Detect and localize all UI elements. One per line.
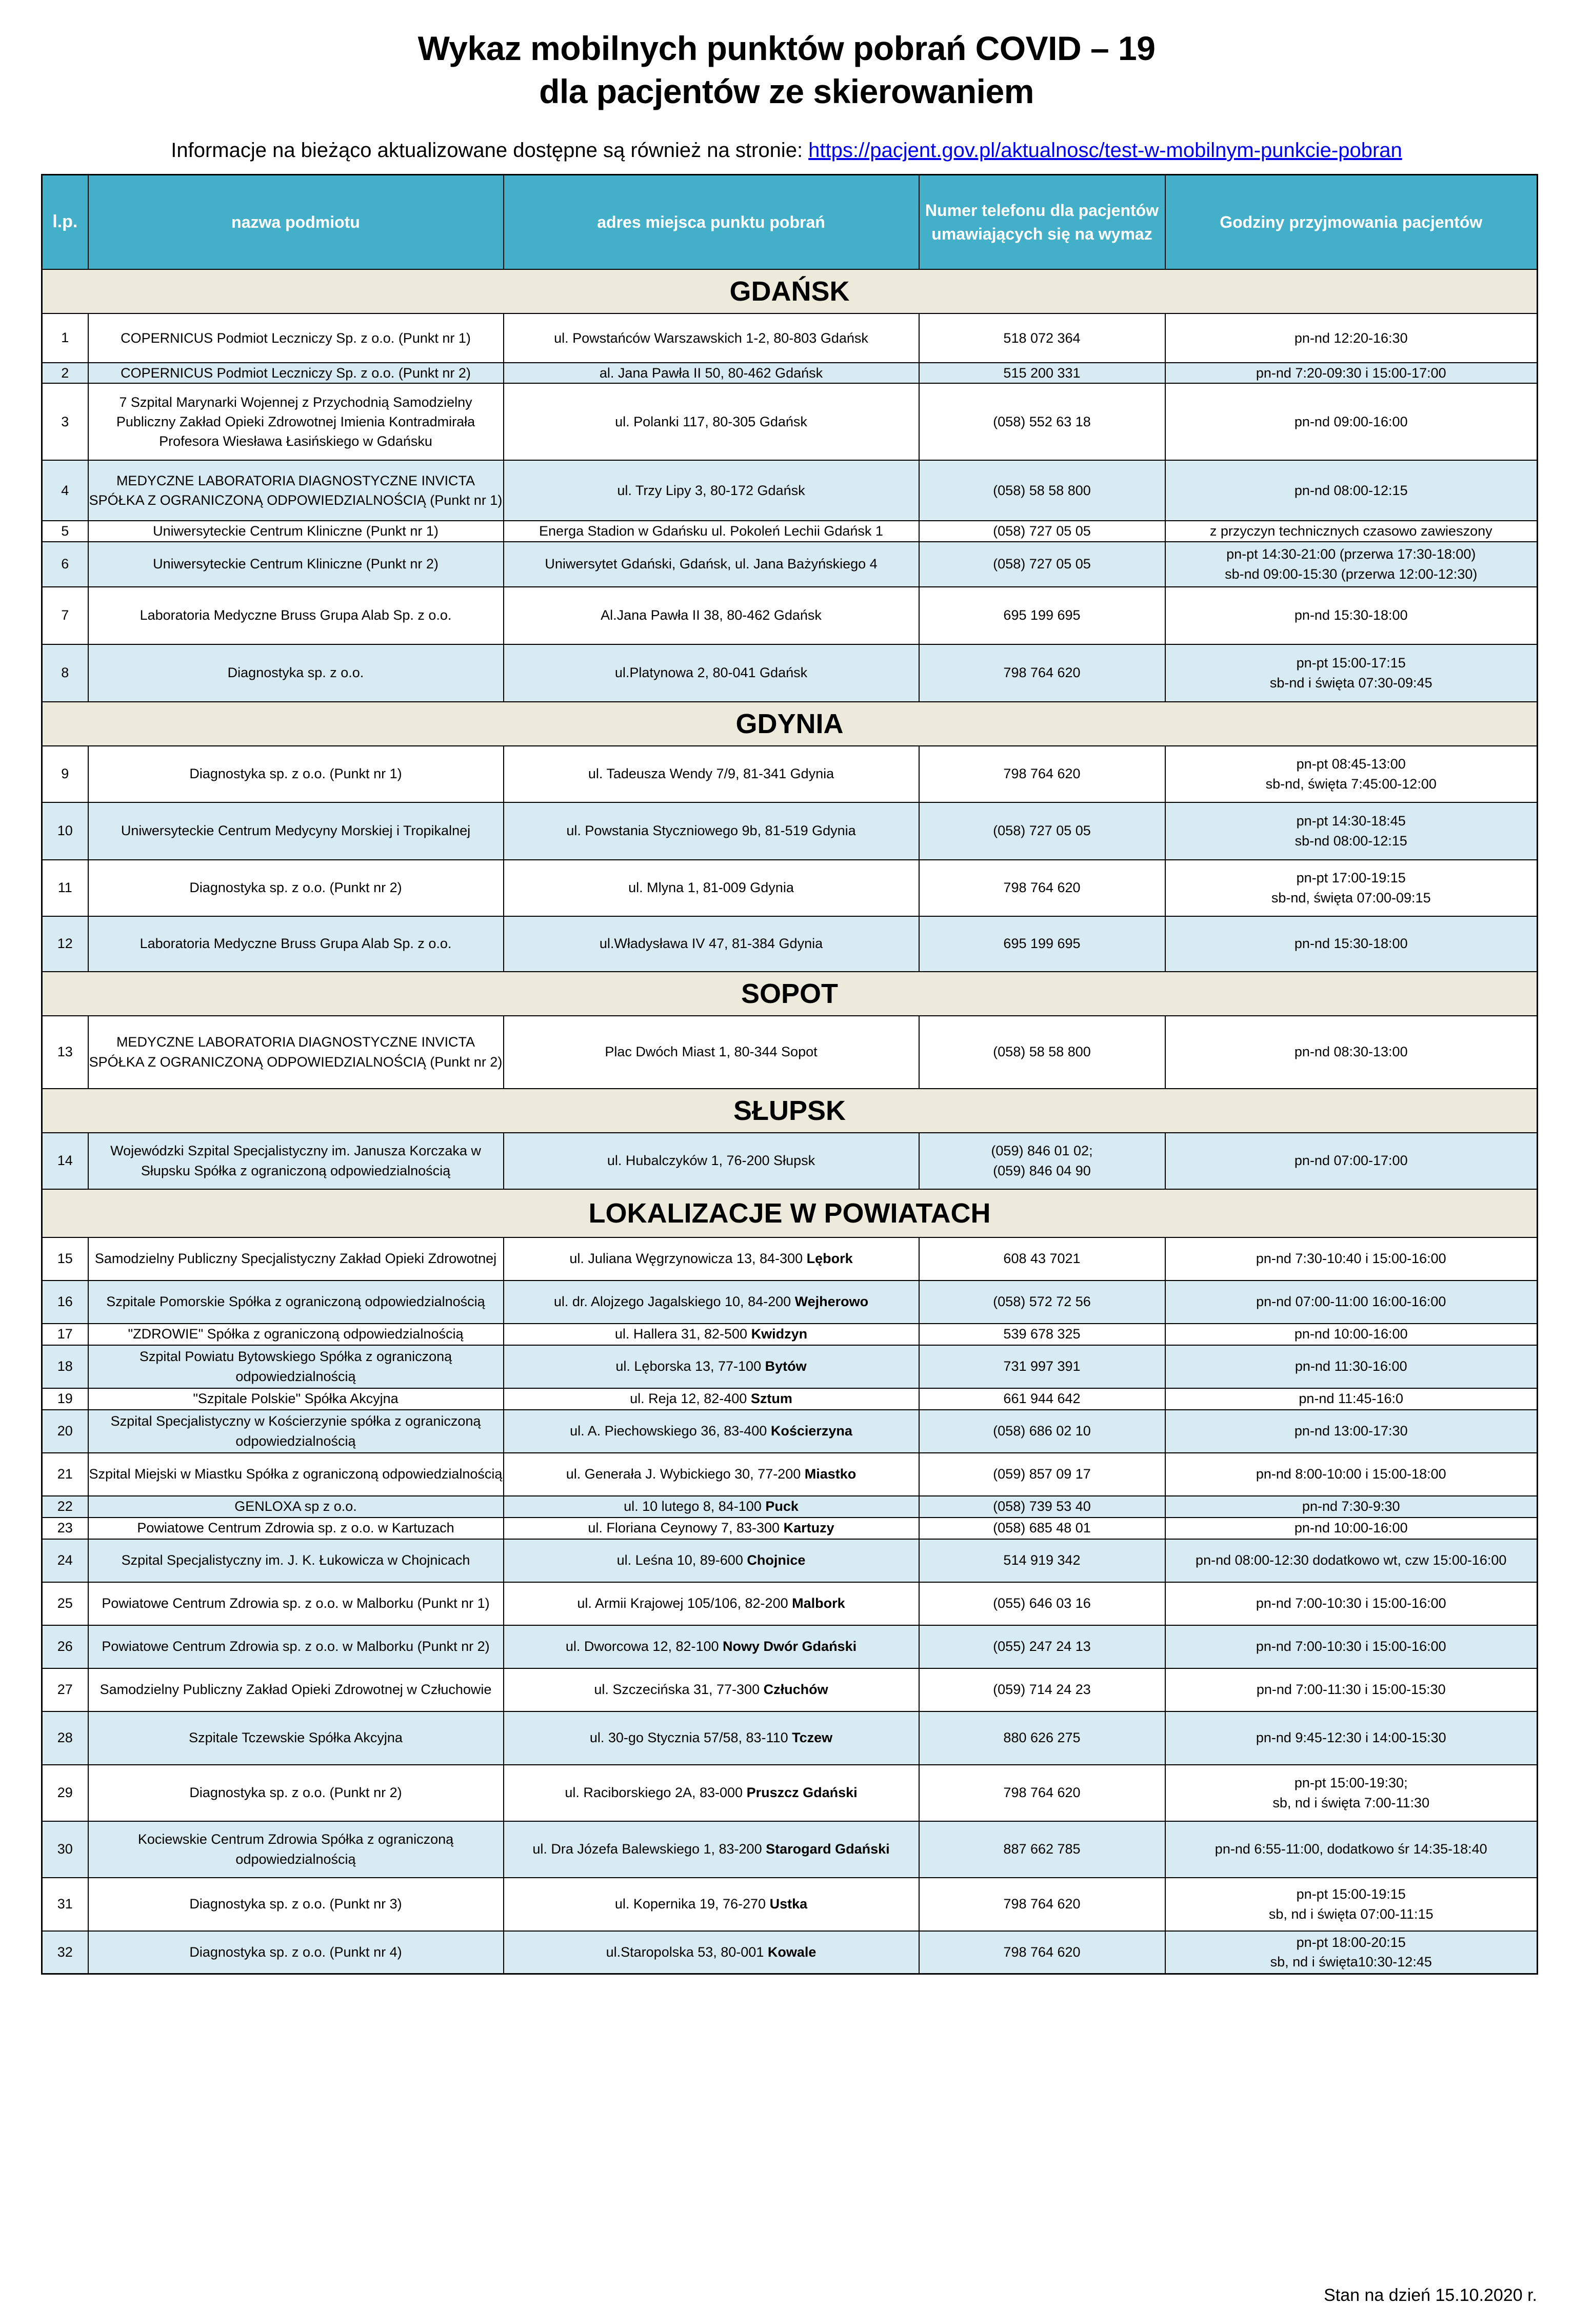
city-name: Kościerzyna — [770, 1423, 852, 1439]
table-row — [42, 460, 1538, 521]
entity-name: MEDYCZNE LABORATORIA DIAGNOSTYCZNE INVICTA SPÓŁKA Z OGRANICZONĄ ODPOWIEDZIALNOŚCIĄ (Punkt nr 2) — [88, 1016, 504, 1089]
opening-hours: pn-pt 15:00-19:15 sb, nd i święta 07:00-11:15 — [1165, 1878, 1538, 1931]
opening-hours: pn-nd 07:00-11:00 16:00-16:00 — [1165, 1281, 1538, 1324]
table-row — [42, 383, 1538, 460]
contact-phone: 695 199 695 — [919, 916, 1165, 972]
contact-phone: (055) 646 03 16 — [919, 1582, 1165, 1625]
city-name: Sztum — [750, 1391, 792, 1407]
contact-phone: 539 678 325 — [919, 1324, 1165, 1345]
contact-phone: (058) 727 05 05 — [919, 802, 1165, 860]
entity-name: Szpitale Tczewskie Spółka Akcyjna — [88, 1711, 504, 1765]
contact-phone: 798 764 620 — [919, 860, 1165, 916]
contact-phone: (058) 739 53 40 — [919, 1496, 1165, 1518]
section-title: GDAŃSK — [42, 269, 1538, 313]
opening-hours: pn-nd 10:00-16:00 — [1165, 1324, 1538, 1345]
entity-name: Laboratoria Medyczne Bruss Grupa Alab Sp. z o.o. — [88, 587, 504, 644]
opening-hours: pn-nd 6:55-11:00, dodatkowo śr 14:35-18:40 — [1165, 1821, 1538, 1878]
collection-point-address: ul. Leśna 10, 89-600 Chojnice — [504, 1539, 919, 1582]
entity-name: Diagnostyka sp. z o.o. (Punkt nr 1) — [88, 746, 504, 802]
city-name: Pruszcz Gdański — [746, 1785, 858, 1801]
table-row — [42, 860, 1538, 916]
entity-name: Diagnostyka sp. z o.o. (Punkt nr 3) — [88, 1878, 504, 1931]
opening-hours: pn-nd 08:30-13:00 — [1165, 1016, 1538, 1089]
table-row — [42, 363, 1538, 383]
city-name: Lębork — [806, 1251, 853, 1267]
table-row — [42, 1518, 1538, 1539]
collection-point-address: ul. Juliana Węgrzynowicza 13, 84-300 Lębork — [504, 1237, 919, 1281]
collection-point-address: ul. Szczecińska 31, 77-300 Człuchów — [504, 1668, 919, 1711]
table-row — [42, 1668, 1538, 1711]
collection-point-address: ul. Armii Krajowej 105/106, 82-200 Malbork — [504, 1582, 919, 1625]
entity-name: Szpital Specjalistyczny w Kościerzynie spółka z ograniczoną odpowiedzialnością — [88, 1410, 504, 1453]
row-number: 10 — [42, 802, 88, 860]
locations-table — [41, 174, 1538, 1975]
contact-phone: (058) 552 63 18 — [919, 383, 1165, 460]
row-number: 18 — [42, 1345, 88, 1388]
collection-point-address: ul. Powstania Styczniowego 9b, 81-519 Gdynia — [504, 802, 919, 860]
section-title: SŁUPSK — [42, 1089, 1538, 1133]
table-row — [42, 746, 1538, 802]
contact-phone: 798 764 620 — [919, 1878, 1165, 1931]
section-header-row — [42, 702, 1538, 746]
opening-hours: pn-nd 12:20-16:30 — [1165, 313, 1538, 363]
table-row — [42, 1539, 1538, 1582]
opening-hours: pn-nd 08:00-12:15 — [1165, 460, 1538, 521]
entity-name: Powiatowe Centrum Zdrowia sp. z o.o. w Malborku (Punkt nr 2) — [88, 1625, 504, 1668]
contact-phone: (058) 727 05 05 — [919, 542, 1165, 587]
contact-phone: (055) 247 24 13 — [919, 1625, 1165, 1668]
entity-name: Uniwersyteckie Centrum Kliniczne (Punkt nr 1) — [88, 521, 504, 541]
collection-point-address: ul.Platynowa 2, 80-041 Gdańsk — [504, 644, 919, 702]
row-number: 27 — [42, 1668, 88, 1711]
contact-phone: (059) 846 01 02; (059) 846 04 90 — [919, 1133, 1165, 1189]
row-number: 17 — [42, 1324, 88, 1345]
collection-point-address: Plac Dwóch Miast 1, 80-344 Sopot — [504, 1016, 919, 1089]
contact-phone: 798 764 620 — [919, 1765, 1165, 1821]
section-title: GDYNIA — [42, 702, 1538, 746]
section-header-row — [42, 1189, 1538, 1237]
entity-name: Szpitale Pomorskie Spółka z ograniczoną odpowiedzialnością — [88, 1281, 504, 1324]
table-row — [42, 1388, 1538, 1410]
row-number: 20 — [42, 1410, 88, 1453]
row-number: 12 — [42, 916, 88, 972]
row-number: 11 — [42, 860, 88, 916]
table-row — [42, 1133, 1538, 1189]
collection-point-address: Energa Stadion w Gdańsku ul. Pokoleń Lechii Gdańsk 1 — [504, 521, 919, 541]
entity-name: Diagnostyka sp. z o.o. (Punkt nr 2) — [88, 1765, 504, 1821]
contact-phone: 731 997 391 — [919, 1345, 1165, 1388]
entity-name: COPERNICUS Podmiot Leczniczy Sp. z o.o. (Punkt nr 1) — [88, 313, 504, 363]
row-number: 31 — [42, 1878, 88, 1931]
entity-name: "ZDROWIE" Spółka z ograniczoną odpowiedzialnością — [88, 1324, 504, 1345]
city-name: Chojnice — [747, 1552, 806, 1568]
city-name: Puck — [765, 1499, 799, 1514]
opening-hours: pn-nd 7:30-9:30 — [1165, 1496, 1538, 1518]
table-row — [42, 802, 1538, 860]
table-row — [42, 644, 1538, 702]
row-number: 25 — [42, 1582, 88, 1625]
entity-name: Samodzielny Publiczny Specjalistyczny Zakład Opieki Zdrowotnej — [88, 1237, 504, 1281]
table-row — [42, 1878, 1538, 1931]
opening-hours: pn-nd 8:00-10:00 i 15:00-18:00 — [1165, 1453, 1538, 1496]
collection-point-address: ul. Trzy Lipy 3, 80-172 Gdańsk — [504, 460, 919, 521]
row-number: 29 — [42, 1765, 88, 1821]
city-name: Bytów — [765, 1358, 807, 1374]
table-row — [42, 1453, 1538, 1496]
row-number: 19 — [42, 1388, 88, 1410]
pacjent-gov-pl-link[interactable]: https://pacjent.gov.pl/aktualnosc/test-w-mobilnym-punkcie-pobran — [808, 139, 1402, 162]
page-title — [0, 0, 1573, 113]
contact-phone: 798 764 620 — [919, 746, 1165, 802]
collection-point-address: ul. Lęborska 13, 77-100 Bytów — [504, 1345, 919, 1388]
collection-point-address: ul. Kopernika 19, 76-270 Ustka — [504, 1878, 919, 1931]
opening-hours: pn-pt 18:00-20:15 sb, nd i święta10:30-12:45 — [1165, 1931, 1538, 1974]
entity-name: Diagnostyka sp. z o.o. (Punkt nr 4) — [88, 1931, 504, 1974]
collection-point-address: ul. 10 lutego 8, 84-100 Puck — [504, 1496, 919, 1518]
collection-point-address: ul. 30-go Stycznia 57/58, 83-110 Tczew — [504, 1711, 919, 1765]
row-number: 32 — [42, 1931, 88, 1974]
opening-hours: pn-nd 7:00-10:30 i 15:00-16:00 — [1165, 1582, 1538, 1625]
collection-point-address: ul. Hubalczyków 1, 76-200 Słupsk — [504, 1133, 919, 1189]
city-name: Miastko — [804, 1466, 857, 1482]
opening-hours: pn-nd 11:45-16:0 — [1165, 1388, 1538, 1410]
collection-point-address: ul. Powstańców Warszawskich 1-2, 80-803 Gdańsk — [504, 313, 919, 363]
opening-hours: pn-pt 17:00-19:15 sb-nd, święta 07:00-09:15 — [1165, 860, 1538, 916]
opening-hours: pn-nd 15:30-18:00 — [1165, 916, 1538, 972]
collection-point-address: ul. Hallera 31, 82-500 Kwidzyn — [504, 1324, 919, 1345]
table-row — [42, 313, 1538, 363]
row-number: 3 — [42, 383, 88, 460]
row-number: 16 — [42, 1281, 88, 1324]
entity-name: Diagnostyka sp. z o.o. (Punkt nr 2) — [88, 860, 504, 916]
entity-name: MEDYCZNE LABORATORIA DIAGNOSTYCZNE INVICTA SPÓŁKA Z OGRANICZONĄ ODPOWIEDZIALNOŚCIĄ (Punkt nr 1) — [88, 460, 504, 521]
city-name: Kartuzy — [783, 1520, 834, 1536]
entity-name: COPERNICUS Podmiot Leczniczy Sp. z o.o. (Punkt nr 2) — [88, 363, 504, 383]
column-header-lp: l.p. — [42, 174, 88, 269]
entity-name: GENLOXA sp z o.o. — [88, 1496, 504, 1518]
table-row — [42, 1711, 1538, 1765]
opening-hours: pn-nd 13:00-17:30 — [1165, 1410, 1538, 1453]
opening-hours: pn-nd 7:30-10:40 i 15:00-16:00 — [1165, 1237, 1538, 1281]
row-number: 5 — [42, 521, 88, 541]
collection-point-address: ul. Generała J. Wybickiego 30, 77-200 Miastko — [504, 1453, 919, 1496]
contact-phone: 798 764 620 — [919, 644, 1165, 702]
row-number: 1 — [42, 313, 88, 363]
opening-hours: pn-nd 9:45-12:30 i 14:00-15:30 — [1165, 1711, 1538, 1765]
opening-hours: pn-nd 10:00-16:00 — [1165, 1518, 1538, 1539]
contact-phone: (058) 572 72 56 — [919, 1281, 1165, 1324]
table-row — [42, 1625, 1538, 1668]
column-header-hours: Godziny przyjmowania pacjentów — [1165, 174, 1538, 269]
table-row — [42, 1821, 1538, 1878]
entity-name: Uniwersyteckie Centrum Kliniczne (Punkt nr 2) — [88, 542, 504, 587]
city-name: Kowale — [767, 1944, 817, 1960]
opening-hours: pn-pt 15:00-17:15 sb-nd i święta 07:30-09:45 — [1165, 644, 1538, 702]
contact-phone: (059) 857 09 17 — [919, 1453, 1165, 1496]
row-number: 28 — [42, 1711, 88, 1765]
city-name: Starogard Gdański — [766, 1841, 890, 1857]
collection-point-address: ul. A. Piechowskiego 36, 83-400 Kościerzyna — [504, 1410, 919, 1453]
row-number: 14 — [42, 1133, 88, 1189]
row-number: 24 — [42, 1539, 88, 1582]
table-row — [42, 521, 1538, 541]
table-row — [42, 1016, 1538, 1089]
contact-phone: (058) 58 58 800 — [919, 460, 1165, 521]
collection-point-address: ul. Reja 12, 82-400 Sztum — [504, 1388, 919, 1410]
info-line-text: Informacje na bieżąco aktualizowane dostępne są również na stronie: — [171, 139, 809, 162]
opening-hours: pn-pt 14:30-21:00 (przerwa 17:30-18:00) sb-nd 09:00-15:30 (przerwa 12:00-12:30) — [1165, 542, 1538, 587]
entity-name: "Szpitale Polskie" Spółka Akcyjna — [88, 1388, 504, 1410]
city-name: Nowy Dwór Gdański — [723, 1639, 857, 1655]
row-number: 21 — [42, 1453, 88, 1496]
table-header-row — [42, 174, 1538, 269]
collection-point-address: ul. Raciborskiego 2A, 83-000 Pruszcz Gdański — [504, 1765, 919, 1821]
contact-phone: (058) 727 05 05 — [919, 521, 1165, 541]
collection-point-address: Al.Jana Pawła II 38, 80-462 Gdańsk — [504, 587, 919, 644]
opening-hours: pn-nd 7:20-09:30 i 15:00-17:00 — [1165, 363, 1538, 383]
table-row — [42, 1496, 1538, 1518]
column-header-phone: Numer telefonu dla pacjentów umawiających się na wymaz — [919, 174, 1165, 269]
collection-point-address: ul. dr. Alojzego Jagalskiego 10, 84-200 Wejherowo — [504, 1281, 919, 1324]
opening-hours: z przyczyn technicznych czasowo zawieszony — [1165, 521, 1538, 541]
entity-name: Uniwersyteckie Centrum Medycyny Morskiej i Tropikalnej — [88, 802, 504, 860]
city-name: Wejherowo — [794, 1294, 869, 1310]
row-number: 13 — [42, 1016, 88, 1089]
collection-point-address: ul. Dworcowa 12, 82-100 Nowy Dwór Gdański — [504, 1625, 919, 1668]
row-number: 30 — [42, 1821, 88, 1878]
entity-name: Szpital Powiatu Bytowskiego Spółka z ograniczoną odpowiedzialnością — [88, 1345, 504, 1388]
city-name: Ustka — [769, 1896, 808, 1912]
column-header-address: adres miejsca punktu pobrań — [504, 174, 919, 269]
contact-phone: 608 43 7021 — [919, 1237, 1165, 1281]
entity-name: Wojewódzki Szpital Specjalistyczny im. Janusza Korczaka w Słupsku Spółka z ograniczoną odpowiedzialnością — [88, 1133, 504, 1189]
contact-phone: 661 944 642 — [919, 1388, 1165, 1410]
collection-point-address: ul. Tadeusza Wendy 7/9, 81-341 Gdynia — [504, 746, 919, 802]
collection-point-address: ul.Staropolska 53, 80-001 Kowale — [504, 1931, 919, 1974]
collection-point-address: ul.Władysława IV 47, 81-384 Gdynia — [504, 916, 919, 972]
table-body — [42, 269, 1538, 1974]
section-header-row — [42, 972, 1538, 1016]
table-row — [42, 1324, 1538, 1345]
opening-hours: pn-nd 7:00-10:30 i 15:00-16:00 — [1165, 1625, 1538, 1668]
contact-phone: (058) 58 58 800 — [919, 1016, 1165, 1089]
city-name: Tczew — [792, 1730, 833, 1746]
row-number: 23 — [42, 1518, 88, 1539]
table-row — [42, 1281, 1538, 1324]
row-number: 26 — [42, 1625, 88, 1668]
row-number: 6 — [42, 542, 88, 587]
table-row — [42, 587, 1538, 644]
status-date: Stan na dzień 15.10.2020 r. — [1324, 2286, 1537, 2305]
opening-hours: pn-nd 7:00-11:30 i 15:00-15:30 — [1165, 1668, 1538, 1711]
entity-name: Samodzielny Publiczny Zakład Opieki Zdrowotnej w Człuchowie — [88, 1668, 504, 1711]
collection-point-address: ul. Polanki 117, 80-305 Gdańsk — [504, 383, 919, 460]
city-name: Człuchów — [763, 1682, 828, 1698]
opening-hours: pn-nd 08:00-12:30 dodatkowo wt, czw 15:00-16:00 — [1165, 1539, 1538, 1582]
section-header-row — [42, 1089, 1538, 1133]
info-line — [0, 138, 1573, 163]
collection-point-address: ul. Mlyna 1, 81-009 Gdynia — [504, 860, 919, 916]
table-row — [42, 542, 1538, 587]
row-number: 7 — [42, 587, 88, 644]
opening-hours: pn-pt 15:00-19:30; sb, nd i święta 7:00-11:30 — [1165, 1765, 1538, 1821]
title-line-1: Wykaz mobilnych punktów pobrań COVID – 19 — [417, 29, 1156, 67]
table-row — [42, 1237, 1538, 1281]
opening-hours: pn-nd 07:00-17:00 — [1165, 1133, 1538, 1189]
table-row — [42, 1931, 1538, 1974]
row-number: 22 — [42, 1496, 88, 1518]
city-name: Malbork — [792, 1596, 845, 1611]
section-title: LOKALIZACJE W POWIATACH — [42, 1189, 1538, 1237]
collection-point-address: ul. Floriana Ceynowy 7, 83-300 Kartuzy — [504, 1518, 919, 1539]
contact-phone: 880 626 275 — [919, 1711, 1165, 1765]
row-number: 8 — [42, 644, 88, 702]
section-header-row — [42, 269, 1538, 313]
contact-phone: 695 199 695 — [919, 587, 1165, 644]
column-header-name: nazwa podmiotu — [88, 174, 504, 269]
row-number: 4 — [42, 460, 88, 521]
contact-phone: (058) 685 48 01 — [919, 1518, 1165, 1539]
opening-hours: pn-pt 08:45-13:00 sb-nd, święta 7:45:00-12:00 — [1165, 746, 1538, 802]
contact-phone: 518 072 364 — [919, 313, 1165, 363]
collection-point-address: al. Jana Pawła II 50, 80-462 Gdańsk — [504, 363, 919, 383]
collection-point-address: Uniwersytet Gdański, Gdańsk, ul. Jana Bażyńskiego 4 — [504, 542, 919, 587]
entity-name: Powiatowe Centrum Zdrowia sp. z o.o. w Kartuzach — [88, 1518, 504, 1539]
table-row — [42, 916, 1538, 972]
title-line-2: dla pacjentów ze skierowaniem — [539, 72, 1034, 111]
table-row — [42, 1410, 1538, 1453]
collection-point-address: ul. Dra Józefa Balewskiego 1, 83-200 Starogard Gdański — [504, 1821, 919, 1878]
entity-name: Diagnostyka sp. z o.o. — [88, 644, 504, 702]
entity-name: Laboratoria Medyczne Bruss Grupa Alab Sp. z o.o. — [88, 916, 504, 972]
contact-phone: (058) 686 02 10 — [919, 1410, 1165, 1453]
entity-name: Szpital Miejski w Miastku Spółka z ograniczoną odpowiedzialnością — [88, 1453, 504, 1496]
table-row — [42, 1345, 1538, 1388]
city-name: Kwidzyn — [751, 1326, 808, 1342]
entity-name: Szpital Specjalistyczny im. J. K. Łukowicza w Chojnicach — [88, 1539, 504, 1582]
opening-hours: pn-pt 14:30-18:45 sb-nd 08:00-12:15 — [1165, 802, 1538, 860]
contact-phone: (059) 714 24 23 — [919, 1668, 1165, 1711]
entity-name: Powiatowe Centrum Zdrowia sp. z o.o. w Malborku (Punkt nr 1) — [88, 1582, 504, 1625]
row-number: 2 — [42, 363, 88, 383]
entity-name: Kociewskie Centrum Zdrowia Spółka z ograniczoną odpowiedzialnością — [88, 1821, 504, 1878]
contact-phone: 514 919 342 — [919, 1539, 1165, 1582]
row-number: 9 — [42, 746, 88, 802]
table-row — [42, 1765, 1538, 1821]
row-number: 15 — [42, 1237, 88, 1281]
contact-phone: 887 662 785 — [919, 1821, 1165, 1878]
section-title: SOPOT — [42, 972, 1538, 1016]
opening-hours: pn-nd 09:00-16:00 — [1165, 383, 1538, 460]
table-row — [42, 1582, 1538, 1625]
entity-name: 7 Szpital Marynarki Wojennej z Przychodnią Samodzielny Publiczny Zakład Opieki Zdrowotnej Imienia Kontradmirała Profesora Wiesława Łasińskiego w Gdańsku — [88, 383, 504, 460]
contact-phone: 798 764 620 — [919, 1931, 1165, 1974]
opening-hours: pn-nd 11:30-16:00 — [1165, 1345, 1538, 1388]
opening-hours: pn-nd 15:30-18:00 — [1165, 587, 1538, 644]
contact-phone: 515 200 331 — [919, 363, 1165, 383]
